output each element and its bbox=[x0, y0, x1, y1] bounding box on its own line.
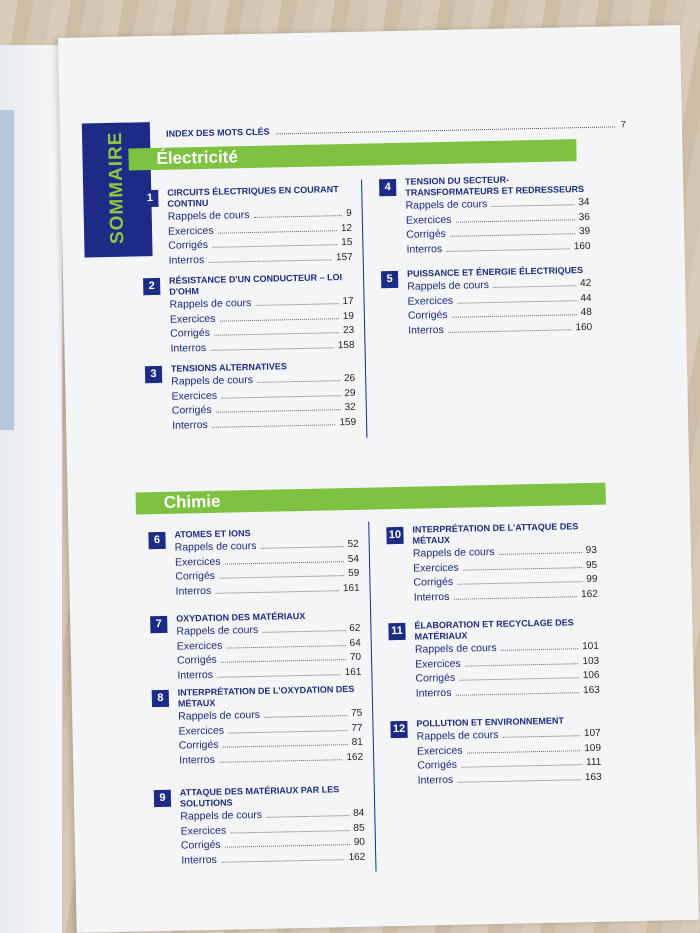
index-entry bbox=[166, 118, 626, 139]
entry-label: Interros bbox=[177, 668, 214, 682]
leader-dots bbox=[275, 118, 615, 134]
entry-label: Exercices bbox=[174, 555, 221, 569]
entry-label: Corrigés bbox=[413, 575, 454, 589]
entry-label: Rappels de cours bbox=[178, 708, 261, 723]
entry-label: Rappels de cours bbox=[171, 373, 254, 388]
entry-page: 109 bbox=[584, 742, 602, 754]
entry-page: 12 bbox=[340, 222, 353, 234]
entry-label: Exercices bbox=[416, 744, 463, 758]
leader-dots bbox=[214, 323, 339, 336]
entry-page: 111 bbox=[585, 756, 602, 769]
entry-label: Interros bbox=[172, 418, 208, 432]
chapter-4 bbox=[379, 173, 591, 257]
chapter-10 bbox=[386, 521, 598, 605]
leader-dots bbox=[266, 806, 349, 818]
entry-page: 26 bbox=[343, 372, 356, 385]
leader-dots bbox=[215, 400, 340, 413]
leader-dots bbox=[221, 850, 345, 863]
chapter-title: TENSIONS ALTERNATIVES bbox=[170, 361, 287, 374]
leader-dots bbox=[450, 224, 575, 237]
entry-label: Interros bbox=[175, 584, 212, 598]
entry-page: 160 bbox=[575, 321, 593, 333]
left-page-strip bbox=[0, 110, 14, 430]
index-label: INDEX DES MOTS CLÉS bbox=[165, 126, 270, 139]
entry-page: 158 bbox=[337, 339, 355, 351]
chapter-12 bbox=[390, 715, 601, 788]
leader-dots bbox=[212, 235, 337, 248]
chapter-number: 12 bbox=[390, 721, 407, 738]
chapter-9 bbox=[154, 784, 366, 868]
entry-page: 90 bbox=[353, 836, 366, 848]
entry-page: 103 bbox=[582, 655, 600, 667]
leader-dots bbox=[463, 558, 583, 570]
leader-dots bbox=[491, 195, 574, 207]
leader-dots bbox=[500, 639, 578, 651]
leader-dots bbox=[221, 386, 341, 398]
leader-dots bbox=[461, 755, 582, 768]
leader-dots bbox=[224, 552, 344, 564]
entry-label: Exercices bbox=[171, 389, 218, 403]
entry-page: 29 bbox=[344, 387, 356, 399]
entry-label: Rappels de cours bbox=[174, 539, 257, 554]
entry-page: 34 bbox=[578, 196, 590, 209]
chapter-title: OXYDATION DES MATÉRIAUX bbox=[176, 610, 306, 624]
leader-dots bbox=[465, 654, 579, 666]
entry-label: Interros bbox=[406, 242, 443, 256]
chapter-11 bbox=[388, 617, 600, 701]
leader-dots bbox=[466, 741, 580, 753]
entry-page: 23 bbox=[342, 324, 355, 337]
entry-label: Rappels de cours bbox=[416, 728, 499, 743]
entry-label: Corrigés bbox=[406, 227, 447, 241]
entry-label: Interros bbox=[181, 853, 217, 867]
entry-page: 161 bbox=[344, 666, 362, 678]
entry-page: 162 bbox=[580, 588, 598, 600]
entry-page: 163 bbox=[584, 771, 602, 783]
leader-dots bbox=[219, 309, 339, 321]
leader-dots bbox=[457, 770, 581, 783]
entry-page: 64 bbox=[349, 637, 361, 649]
contents-page bbox=[58, 25, 699, 933]
chapter-number: 6 bbox=[148, 532, 165, 549]
entry-label: Rappels de cours bbox=[167, 209, 250, 223]
entry-label: Exercices bbox=[169, 312, 216, 326]
leader-dots bbox=[217, 221, 337, 233]
entry-page: 62 bbox=[349, 622, 361, 635]
chapter-title: POLLUTION ET ENVIRONNEMENT bbox=[416, 715, 565, 729]
leader-dots bbox=[457, 572, 582, 585]
entry-page: 163 bbox=[582, 684, 600, 696]
entry-page: 95 bbox=[585, 559, 598, 571]
entry-label: Interros bbox=[413, 590, 450, 604]
entry-page: 107 bbox=[583, 727, 601, 740]
leader-dots bbox=[253, 206, 342, 218]
chapter-number: 2 bbox=[143, 278, 160, 295]
entry-page: 42 bbox=[580, 277, 592, 290]
leader-dots bbox=[455, 683, 579, 696]
entry-page: 70 bbox=[349, 651, 362, 664]
leader-dots bbox=[219, 750, 343, 763]
chapter-2 bbox=[143, 272, 355, 356]
chapter-7 bbox=[150, 610, 361, 683]
chapter-8 bbox=[152, 684, 364, 768]
leader-dots bbox=[448, 320, 572, 333]
entry-page: 161 bbox=[342, 582, 360, 594]
leader-dots bbox=[262, 621, 345, 633]
column-divider bbox=[361, 180, 367, 438]
entry-label: Corrigés bbox=[170, 326, 211, 340]
entry-page: 44 bbox=[580, 292, 592, 304]
entry-label: Rappels de cours bbox=[176, 623, 259, 638]
leader-dots bbox=[230, 821, 350, 833]
entry-page: 99 bbox=[586, 573, 598, 586]
sommaire-label: SOMMAIRE bbox=[104, 131, 129, 245]
entry-page: 159 bbox=[339, 416, 357, 428]
leader-dots bbox=[257, 371, 340, 383]
leader-dots bbox=[459, 668, 579, 681]
leader-dots bbox=[212, 415, 336, 428]
chapter-1 bbox=[141, 184, 353, 268]
entry-label: Rappels de cours bbox=[169, 297, 252, 311]
entry-page: 48 bbox=[580, 306, 592, 319]
entry-label: Exercices bbox=[167, 224, 214, 238]
entry-page: 77 bbox=[351, 722, 363, 734]
entry-label: Corrigés bbox=[415, 671, 456, 685]
entry-label: Corrigés bbox=[171, 403, 212, 417]
leader-dots bbox=[219, 566, 344, 579]
leader-dots bbox=[208, 250, 332, 263]
entry-page: 52 bbox=[347, 538, 359, 551]
chapter-number: 9 bbox=[154, 790, 171, 807]
chapter-number: 3 bbox=[145, 366, 162, 383]
entry-label: Corrigés bbox=[176, 653, 217, 667]
chapter-number: 10 bbox=[386, 527, 403, 544]
column-divider bbox=[368, 522, 376, 872]
leader-dots bbox=[446, 239, 570, 252]
entry-label: Corrigés bbox=[417, 758, 458, 772]
leader-dots bbox=[215, 581, 339, 594]
entry-label: Rappels de cours bbox=[405, 198, 488, 212]
entry-page: 106 bbox=[582, 669, 600, 682]
entry-page: 36 bbox=[578, 211, 590, 223]
entry-page: 39 bbox=[578, 225, 591, 238]
chapter-6 bbox=[148, 526, 359, 599]
leader-dots bbox=[222, 735, 347, 748]
leader-dots bbox=[502, 726, 580, 738]
entry-label: Interros bbox=[415, 686, 452, 700]
chapter-number: 11 bbox=[388, 623, 405, 640]
leader-dots bbox=[493, 276, 576, 288]
entry-label: Exercices bbox=[176, 639, 223, 653]
entry-page: 15 bbox=[341, 236, 353, 249]
entry-label: Rappels de cours bbox=[412, 545, 495, 560]
chapter-number: 7 bbox=[150, 616, 167, 633]
entry-page: 75 bbox=[350, 707, 363, 720]
chapter-title: PUISSANCE ET ÉNERGIE ÉLECTRIQUES bbox=[406, 265, 584, 279]
entry-label: Corrigés bbox=[175, 569, 216, 583]
entry-label: Interros bbox=[170, 341, 207, 355]
chapter-number: 8 bbox=[152, 690, 169, 707]
entry-label: Corrigés bbox=[178, 738, 219, 752]
entry-label: Rappels de cours bbox=[414, 641, 497, 656]
entry-label: Exercices bbox=[180, 824, 227, 838]
entry-label: Interros bbox=[408, 323, 444, 337]
chapter-number: 1 bbox=[141, 190, 158, 207]
entry-label: Exercices bbox=[405, 213, 452, 227]
leader-dots bbox=[228, 721, 348, 733]
chapter-3 bbox=[145, 360, 356, 433]
entry-page: 157 bbox=[335, 251, 353, 263]
section-chimie: Chimie bbox=[136, 483, 606, 515]
entry-page: 81 bbox=[351, 736, 363, 749]
leader-dots bbox=[260, 537, 343, 549]
leader-dots bbox=[451, 305, 576, 318]
leader-dots bbox=[221, 650, 346, 663]
entry-label: Exercices bbox=[413, 561, 459, 575]
chapter-number: 4 bbox=[379, 179, 396, 196]
entry-page: 17 bbox=[342, 295, 354, 308]
chapter-title: INTERPRÉTATION DE L'OXYDATION DES MÉTAUX bbox=[177, 683, 355, 709]
leader-dots bbox=[264, 706, 347, 718]
leader-dots bbox=[453, 587, 577, 600]
entry-page: 19 bbox=[342, 310, 354, 322]
entry-page: 162 bbox=[348, 851, 366, 863]
chapter-title: CIRCUITS ÉLECTRIQUES EN COURANT CONTINU bbox=[167, 184, 339, 209]
chapter-title: INTERPRÉTATION DE L'ATTAQUE DES MÉTAUX bbox=[412, 521, 579, 546]
entry-page: 162 bbox=[346, 751, 364, 763]
entry-page: 85 bbox=[353, 822, 365, 834]
entry-page: 84 bbox=[353, 807, 365, 819]
entry-label: Corrigés bbox=[168, 238, 209, 252]
entry-page: 32 bbox=[344, 401, 356, 414]
chapter-title: TENSION DU SECTEUR-TRANSFORMATEURS ET REDRESSEURS bbox=[404, 174, 585, 198]
entry-label: Interros bbox=[168, 253, 205, 267]
leader-dots bbox=[226, 636, 346, 648]
leader-dots bbox=[210, 338, 334, 351]
chapter-title: ATOMES ET IONS bbox=[174, 528, 251, 540]
entry-label: Exercices bbox=[178, 724, 225, 738]
index-page: 7 bbox=[620, 119, 627, 130]
entry-label: Interros bbox=[417, 773, 454, 787]
entry-page: 101 bbox=[582, 640, 599, 653]
entry-label: Exercices bbox=[407, 294, 454, 308]
chapter-title: RÉSISTANCE D'UN CONDUCTEUR – LOI D'OHM bbox=[169, 272, 343, 297]
entry-page: 160 bbox=[573, 240, 591, 252]
leader-dots bbox=[217, 665, 341, 678]
chapter-5 bbox=[381, 265, 592, 338]
entry-label: Rappels de cours bbox=[180, 808, 263, 823]
entry-label: Exercices bbox=[415, 657, 461, 671]
entry-label: Interros bbox=[179, 753, 215, 767]
chapter-title: ATTAQUE DES MATÉRIAUX PAR LES SOLUTIONS bbox=[179, 784, 340, 809]
leader-dots bbox=[255, 294, 338, 306]
leader-dots bbox=[455, 210, 575, 222]
entry-page: 93 bbox=[585, 544, 597, 557]
entry-page: 59 bbox=[348, 567, 360, 580]
entry-label: Corrigés bbox=[407, 308, 448, 322]
entry-label: Rappels de cours bbox=[407, 279, 490, 293]
leader-dots bbox=[224, 835, 349, 848]
leader-dots bbox=[498, 543, 581, 555]
entry-label: Corrigés bbox=[180, 838, 221, 852]
entry-page: 9 bbox=[346, 207, 352, 220]
entry-page: 54 bbox=[347, 553, 360, 565]
chapter-title: ÉLABORATION ET RECYCLAGE DES MATÉRIAUX bbox=[414, 617, 574, 642]
chapter-number: 5 bbox=[381, 271, 398, 288]
left-page bbox=[0, 45, 63, 933]
leader-dots bbox=[457, 291, 577, 303]
section-electricite: Électricité bbox=[128, 139, 576, 170]
